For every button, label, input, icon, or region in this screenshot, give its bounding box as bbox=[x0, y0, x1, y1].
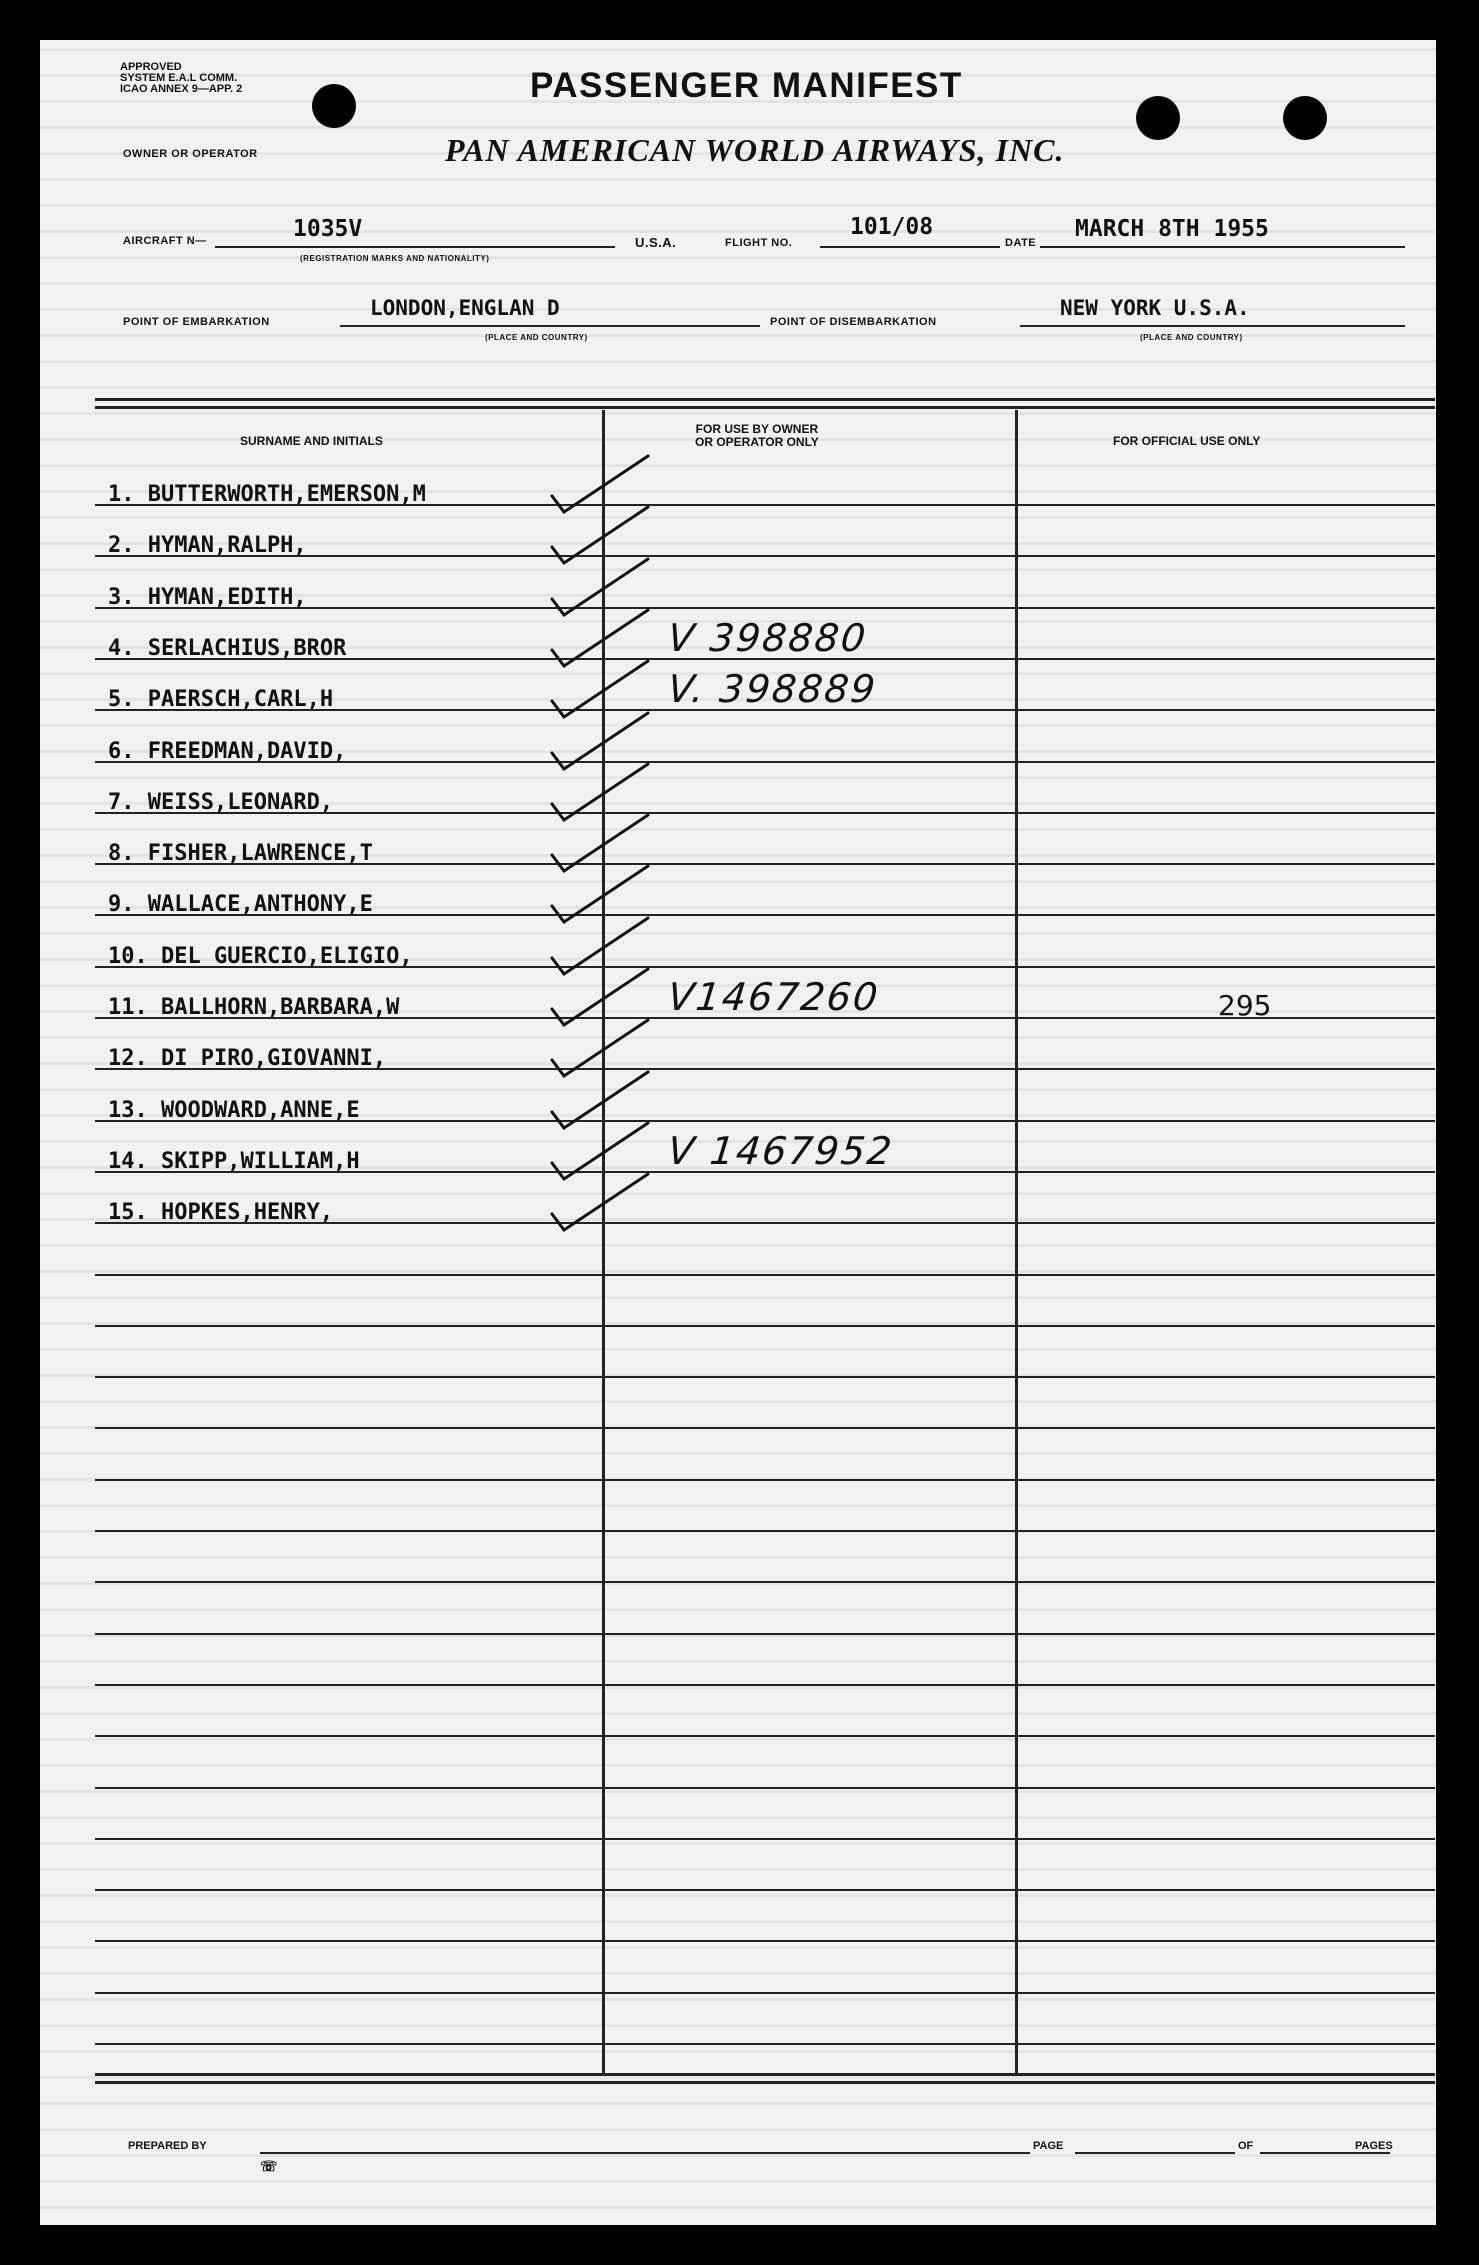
check-mark bbox=[552, 918, 648, 974]
operator-note: V. 398889 bbox=[665, 667, 880, 711]
passenger-name: 13. WOODWARD,ANNE,E bbox=[108, 1098, 360, 1123]
of-rule bbox=[1260, 2152, 1390, 2154]
page-rule bbox=[1075, 2152, 1235, 2154]
check-mark bbox=[552, 1072, 648, 1128]
check-mark bbox=[552, 866, 648, 922]
operator-note: V1467260 bbox=[665, 975, 882, 1019]
disembark-label: POINT OF DISEMBARKATION bbox=[770, 316, 937, 328]
check-mark bbox=[552, 1123, 648, 1179]
aircraft-label: AIRCRAFT N— bbox=[123, 235, 207, 247]
passenger-name: 3. HYMAN,EDITH, bbox=[108, 585, 307, 610]
prepared-by-rule bbox=[260, 2152, 1030, 2154]
official-column-header: FOR OFFICIAL USE ONLY bbox=[1113, 434, 1261, 448]
check-mark bbox=[552, 507, 648, 563]
table-bottom-rule-1 bbox=[95, 2073, 1435, 2076]
passenger-name: 12. DI PIRO,GIOVANNI, bbox=[108, 1046, 387, 1071]
passenger-name: 5. PAERSCH,CARL,H bbox=[108, 687, 334, 712]
flight-value: 101/08 bbox=[850, 214, 934, 240]
prepared-by-label: PREPARED BY bbox=[128, 2140, 207, 2152]
embark-value: LONDON,ENGLAN D bbox=[370, 296, 560, 320]
aircraft-value: 1035V bbox=[293, 216, 363, 242]
operator-name: PAN AMERICAN WORLD AIRWAYS, INC. bbox=[445, 132, 1065, 168]
page-label: PAGE bbox=[1033, 2140, 1064, 2152]
approval-line-2: SYSTEM E.A.L COMM. bbox=[120, 72, 238, 84]
passenger-name: 4. SERLACHIUS,BROR bbox=[108, 636, 347, 661]
check-mark bbox=[552, 456, 648, 512]
check-mark bbox=[552, 1174, 648, 1230]
embark-sub: (PLACE AND COUNTRY) bbox=[485, 333, 588, 342]
passenger-name: 14. SKIPP,WILLIAM,H bbox=[108, 1149, 360, 1174]
check-mark bbox=[552, 661, 648, 717]
check-mark bbox=[552, 1020, 648, 1076]
passenger-name: 8. FISHER,LAWRENCE,T bbox=[108, 841, 373, 866]
passenger-name: 10. DEL GUERCIO,ELIGIO, bbox=[108, 944, 413, 969]
passenger-name: 1. BUTTERWORTH,EMERSON,M bbox=[108, 482, 426, 507]
passenger-name: 15. HOPKES,HENRY, bbox=[108, 1200, 334, 1225]
passenger-name: 7. WEISS,LEONARD, bbox=[108, 790, 334, 815]
disembark-value: NEW YORK U.S.A. bbox=[1060, 296, 1250, 320]
check-mark bbox=[552, 815, 648, 871]
check-marks bbox=[40, 40, 1436, 2225]
aircraft-sub: (REGISTRATION MARKS AND NATIONALITY) bbox=[300, 254, 490, 263]
of-label: OF bbox=[1238, 2140, 1254, 2152]
approval-line-3: ICAO ANNEX 9—APP. 2 bbox=[120, 83, 243, 95]
table-bottom-rule-2 bbox=[95, 2081, 1435, 2084]
check-mark bbox=[552, 764, 648, 820]
flight-label: FLIGHT NO. bbox=[725, 237, 793, 249]
operator-column-header-line-2: OR OPERATOR ONLY bbox=[695, 435, 819, 449]
passenger-name: 9. WALLACE,ANTHONY,E bbox=[108, 892, 373, 917]
date-value: MARCH 8TH 1955 bbox=[1075, 216, 1269, 242]
official-note: 295 bbox=[1218, 989, 1272, 1022]
approval-line-1: APPROVED bbox=[120, 61, 182, 73]
passenger-name: 11. BALLHORN,BARBARA,W bbox=[108, 995, 400, 1020]
operator-column-header-line-1: FOR USE BY OWNER bbox=[695, 422, 819, 436]
date-label: DATE bbox=[1005, 237, 1037, 249]
embark-label: POINT OF EMBARKATION bbox=[123, 316, 270, 328]
check-mark bbox=[552, 713, 648, 769]
form-title: PASSENGER MANIFEST bbox=[530, 66, 963, 105]
disembark-sub: (PLACE AND COUNTRY) bbox=[1140, 333, 1243, 342]
check-mark bbox=[552, 969, 648, 1025]
check-mark bbox=[552, 559, 648, 615]
telephone-icon: ☏ bbox=[260, 2158, 278, 2174]
owner-label: OWNER OR OPERATOR bbox=[123, 148, 258, 160]
check-mark bbox=[552, 610, 648, 666]
passenger-name: 2. HYMAN,RALPH, bbox=[108, 533, 307, 558]
passenger-name: 6. FREEDMAN,DAVID, bbox=[108, 739, 347, 764]
pages-label: PAGES bbox=[1355, 2140, 1393, 2152]
operator-note: V 1467952 bbox=[665, 1129, 896, 1173]
manifest-sheet bbox=[40, 40, 1436, 2225]
usa-label: U.S.A. bbox=[635, 235, 677, 250]
operator-note: V 398880 bbox=[665, 616, 870, 660]
names-column-header: SURNAME AND INITIALS bbox=[240, 434, 383, 448]
